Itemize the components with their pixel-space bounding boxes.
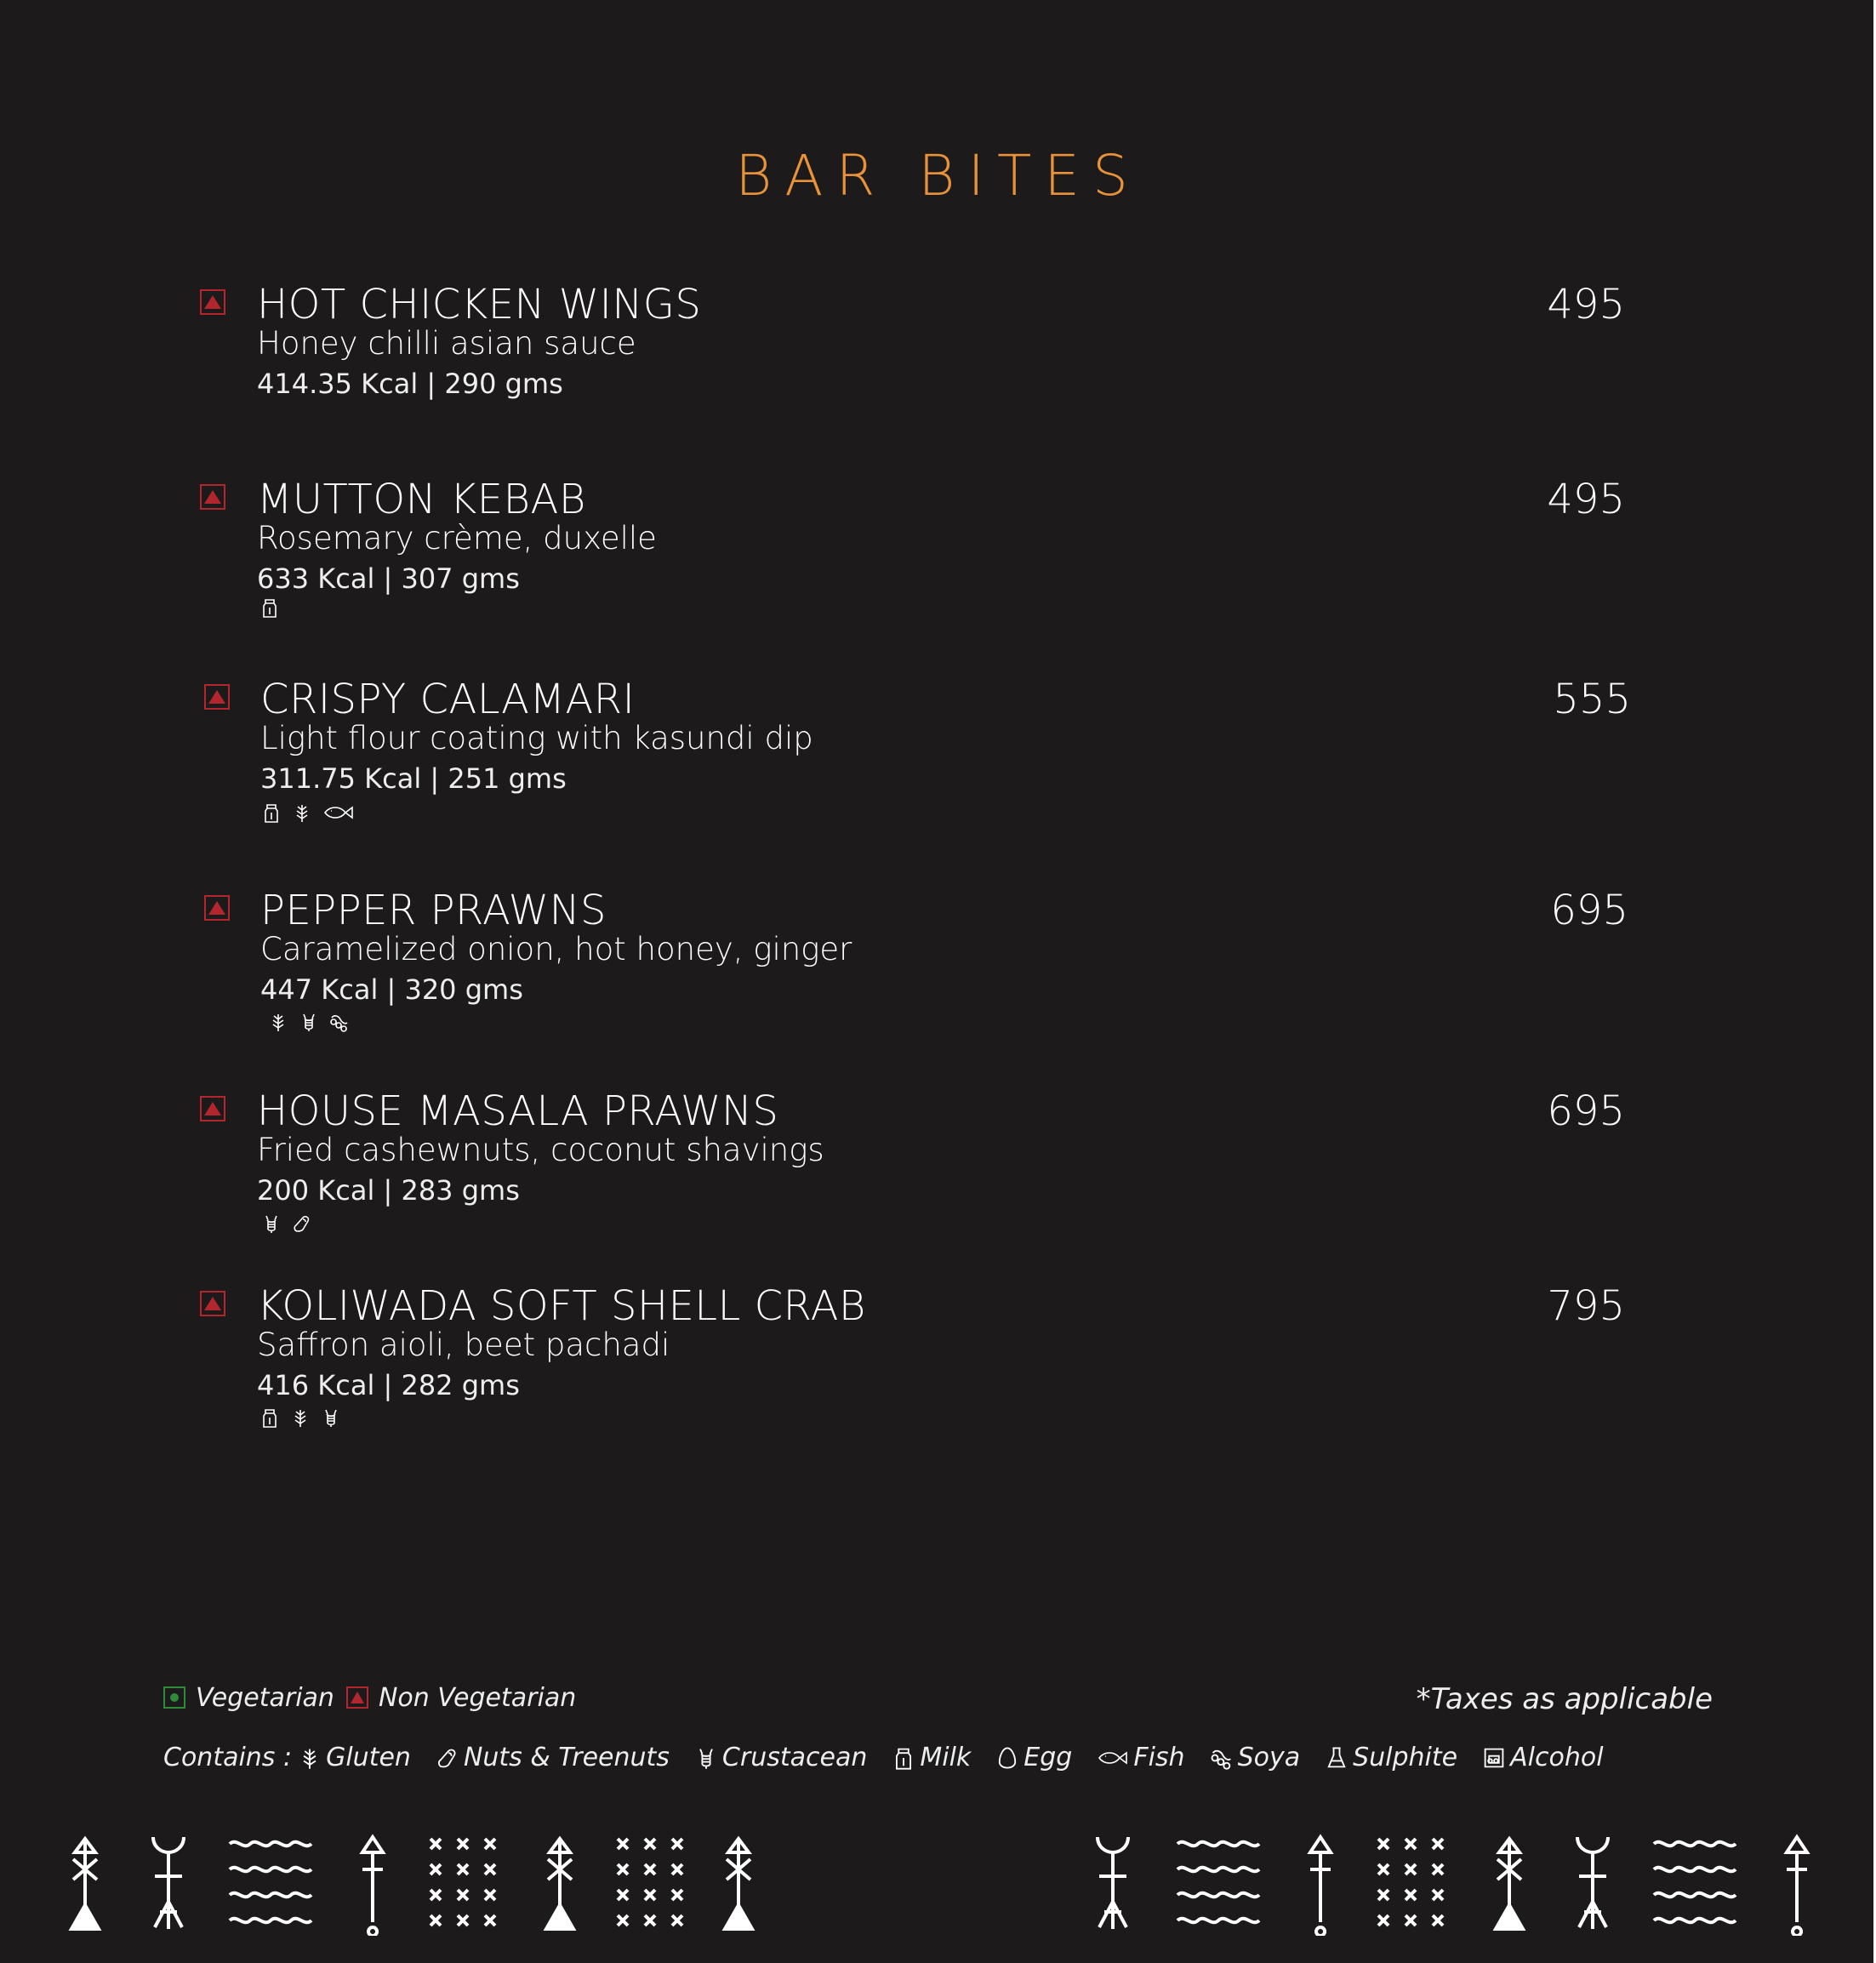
legend-milk xyxy=(891,1743,971,1772)
item-price: 495 xyxy=(1547,476,1625,523)
gluten-icon xyxy=(297,1745,322,1771)
item-kcal: 447 Kcal | 320 gms xyxy=(260,973,523,1006)
egg-icon xyxy=(995,1745,1020,1771)
item-kcal: 414.35 Kcal | 290 gms xyxy=(257,368,563,400)
item-name: HOT CHICKEN WINGS xyxy=(257,281,702,328)
diet-legend xyxy=(163,1683,576,1713)
legend-label: Fish xyxy=(1133,1743,1185,1772)
legend-label: Egg xyxy=(1024,1743,1073,1772)
legend-soya xyxy=(1209,1743,1301,1772)
legend-label: Milk xyxy=(920,1743,972,1772)
item-price: 795 xyxy=(1547,1282,1625,1330)
non-veg-icon xyxy=(204,895,230,921)
milk-icon xyxy=(259,1407,281,1429)
allergen-icons xyxy=(259,1407,342,1429)
item-price: 695 xyxy=(1547,1087,1625,1135)
fish-icon xyxy=(322,802,356,824)
item-price: 495 xyxy=(1547,281,1625,328)
sulphite-icon xyxy=(1324,1745,1349,1771)
item-description: Caramelized onion, hot honey, ginger xyxy=(260,931,852,967)
non-veg-icon xyxy=(346,1686,368,1709)
gluten-icon xyxy=(267,1011,289,1033)
item-price: 555 xyxy=(1553,676,1631,723)
item-name: CRISPY CALAMARI xyxy=(260,676,636,723)
nuts-icon xyxy=(291,1213,313,1235)
item-description: Rosemary crème, duxelle xyxy=(257,520,657,556)
crustacean-icon xyxy=(693,1745,719,1771)
taxes-note: *Taxes as applicable xyxy=(1416,1682,1713,1716)
legend-crustacean xyxy=(693,1743,867,1772)
legend-label: Sulphite xyxy=(1353,1743,1458,1772)
alcohol-icon xyxy=(1481,1745,1507,1771)
item-description: Fried cashewnuts, coconut shavings xyxy=(257,1132,824,1168)
crustacean-icon xyxy=(260,1213,282,1235)
soya-icon xyxy=(1209,1745,1235,1771)
crustacean-icon xyxy=(320,1407,342,1429)
item-description: Saffron aioli, beet pachadi xyxy=(257,1327,670,1363)
allergen-icons xyxy=(259,596,281,619)
non-veg-icon xyxy=(200,1291,225,1316)
legend-label: Nuts & Treenuts xyxy=(463,1743,670,1772)
legend-label: Gluten xyxy=(326,1743,411,1772)
milk-icon xyxy=(891,1745,916,1771)
item-name: HOUSE MASALA PRAWNS xyxy=(257,1087,779,1135)
legend-label: Crustacean xyxy=(721,1743,868,1772)
item-kcal: 200 Kcal | 283 gms xyxy=(257,1174,520,1207)
non-veg-icon xyxy=(200,1096,225,1121)
item-name: KOLIWADA SOFT SHELL CRAB xyxy=(257,1282,866,1330)
non-veg-icon xyxy=(200,289,225,315)
non-veg-icon xyxy=(200,484,225,510)
item-kcal: 416 Kcal | 282 gms xyxy=(257,1369,520,1401)
item-name: PEPPER PRAWNS xyxy=(260,887,607,934)
milk-icon xyxy=(259,596,281,619)
allergen-legend xyxy=(163,1743,1628,1772)
item-kcal: 633 Kcal | 307 gms xyxy=(257,562,520,595)
legend-label: Alcohol xyxy=(1510,1743,1604,1772)
decorative-pattern-right xyxy=(1089,1834,1821,1936)
contains-label: Contains : xyxy=(163,1743,293,1772)
item-description: Honey chilli asian sauce xyxy=(257,325,636,362)
legend-alcohol xyxy=(1481,1743,1603,1772)
legend-nuts xyxy=(435,1743,670,1772)
gluten-icon xyxy=(289,1407,311,1429)
legend-sulphite xyxy=(1324,1743,1457,1772)
veg-icon xyxy=(163,1686,185,1709)
gluten-icon xyxy=(291,802,313,824)
allergen-icons xyxy=(267,1011,351,1033)
item-kcal: 311.75 Kcal | 251 gms xyxy=(260,762,567,795)
decorative-pattern-left xyxy=(60,1834,774,1936)
nuts-icon xyxy=(435,1745,460,1771)
legend-gluten xyxy=(297,1743,411,1772)
legend-fish xyxy=(1096,1743,1184,1772)
allergen-icons xyxy=(260,1213,313,1235)
non-veg-icon xyxy=(204,684,230,710)
item-description: Light flour coating with kasundi dip xyxy=(260,720,813,756)
menu-title: BAR BITES xyxy=(735,143,1141,208)
fish-icon xyxy=(1096,1745,1130,1771)
veg-label: Vegetarian xyxy=(196,1683,334,1713)
allergen-icons xyxy=(260,802,356,824)
legend-egg xyxy=(995,1743,1072,1772)
item-price: 695 xyxy=(1550,887,1628,934)
crustacean-icon xyxy=(298,1011,320,1033)
milk-icon xyxy=(260,802,282,824)
non-veg-label: Non Vegetarian xyxy=(378,1683,577,1713)
legend-label: Soya xyxy=(1237,1743,1301,1772)
item-name: MUTTON KEBAB xyxy=(257,476,586,523)
soya-icon xyxy=(328,1011,351,1033)
